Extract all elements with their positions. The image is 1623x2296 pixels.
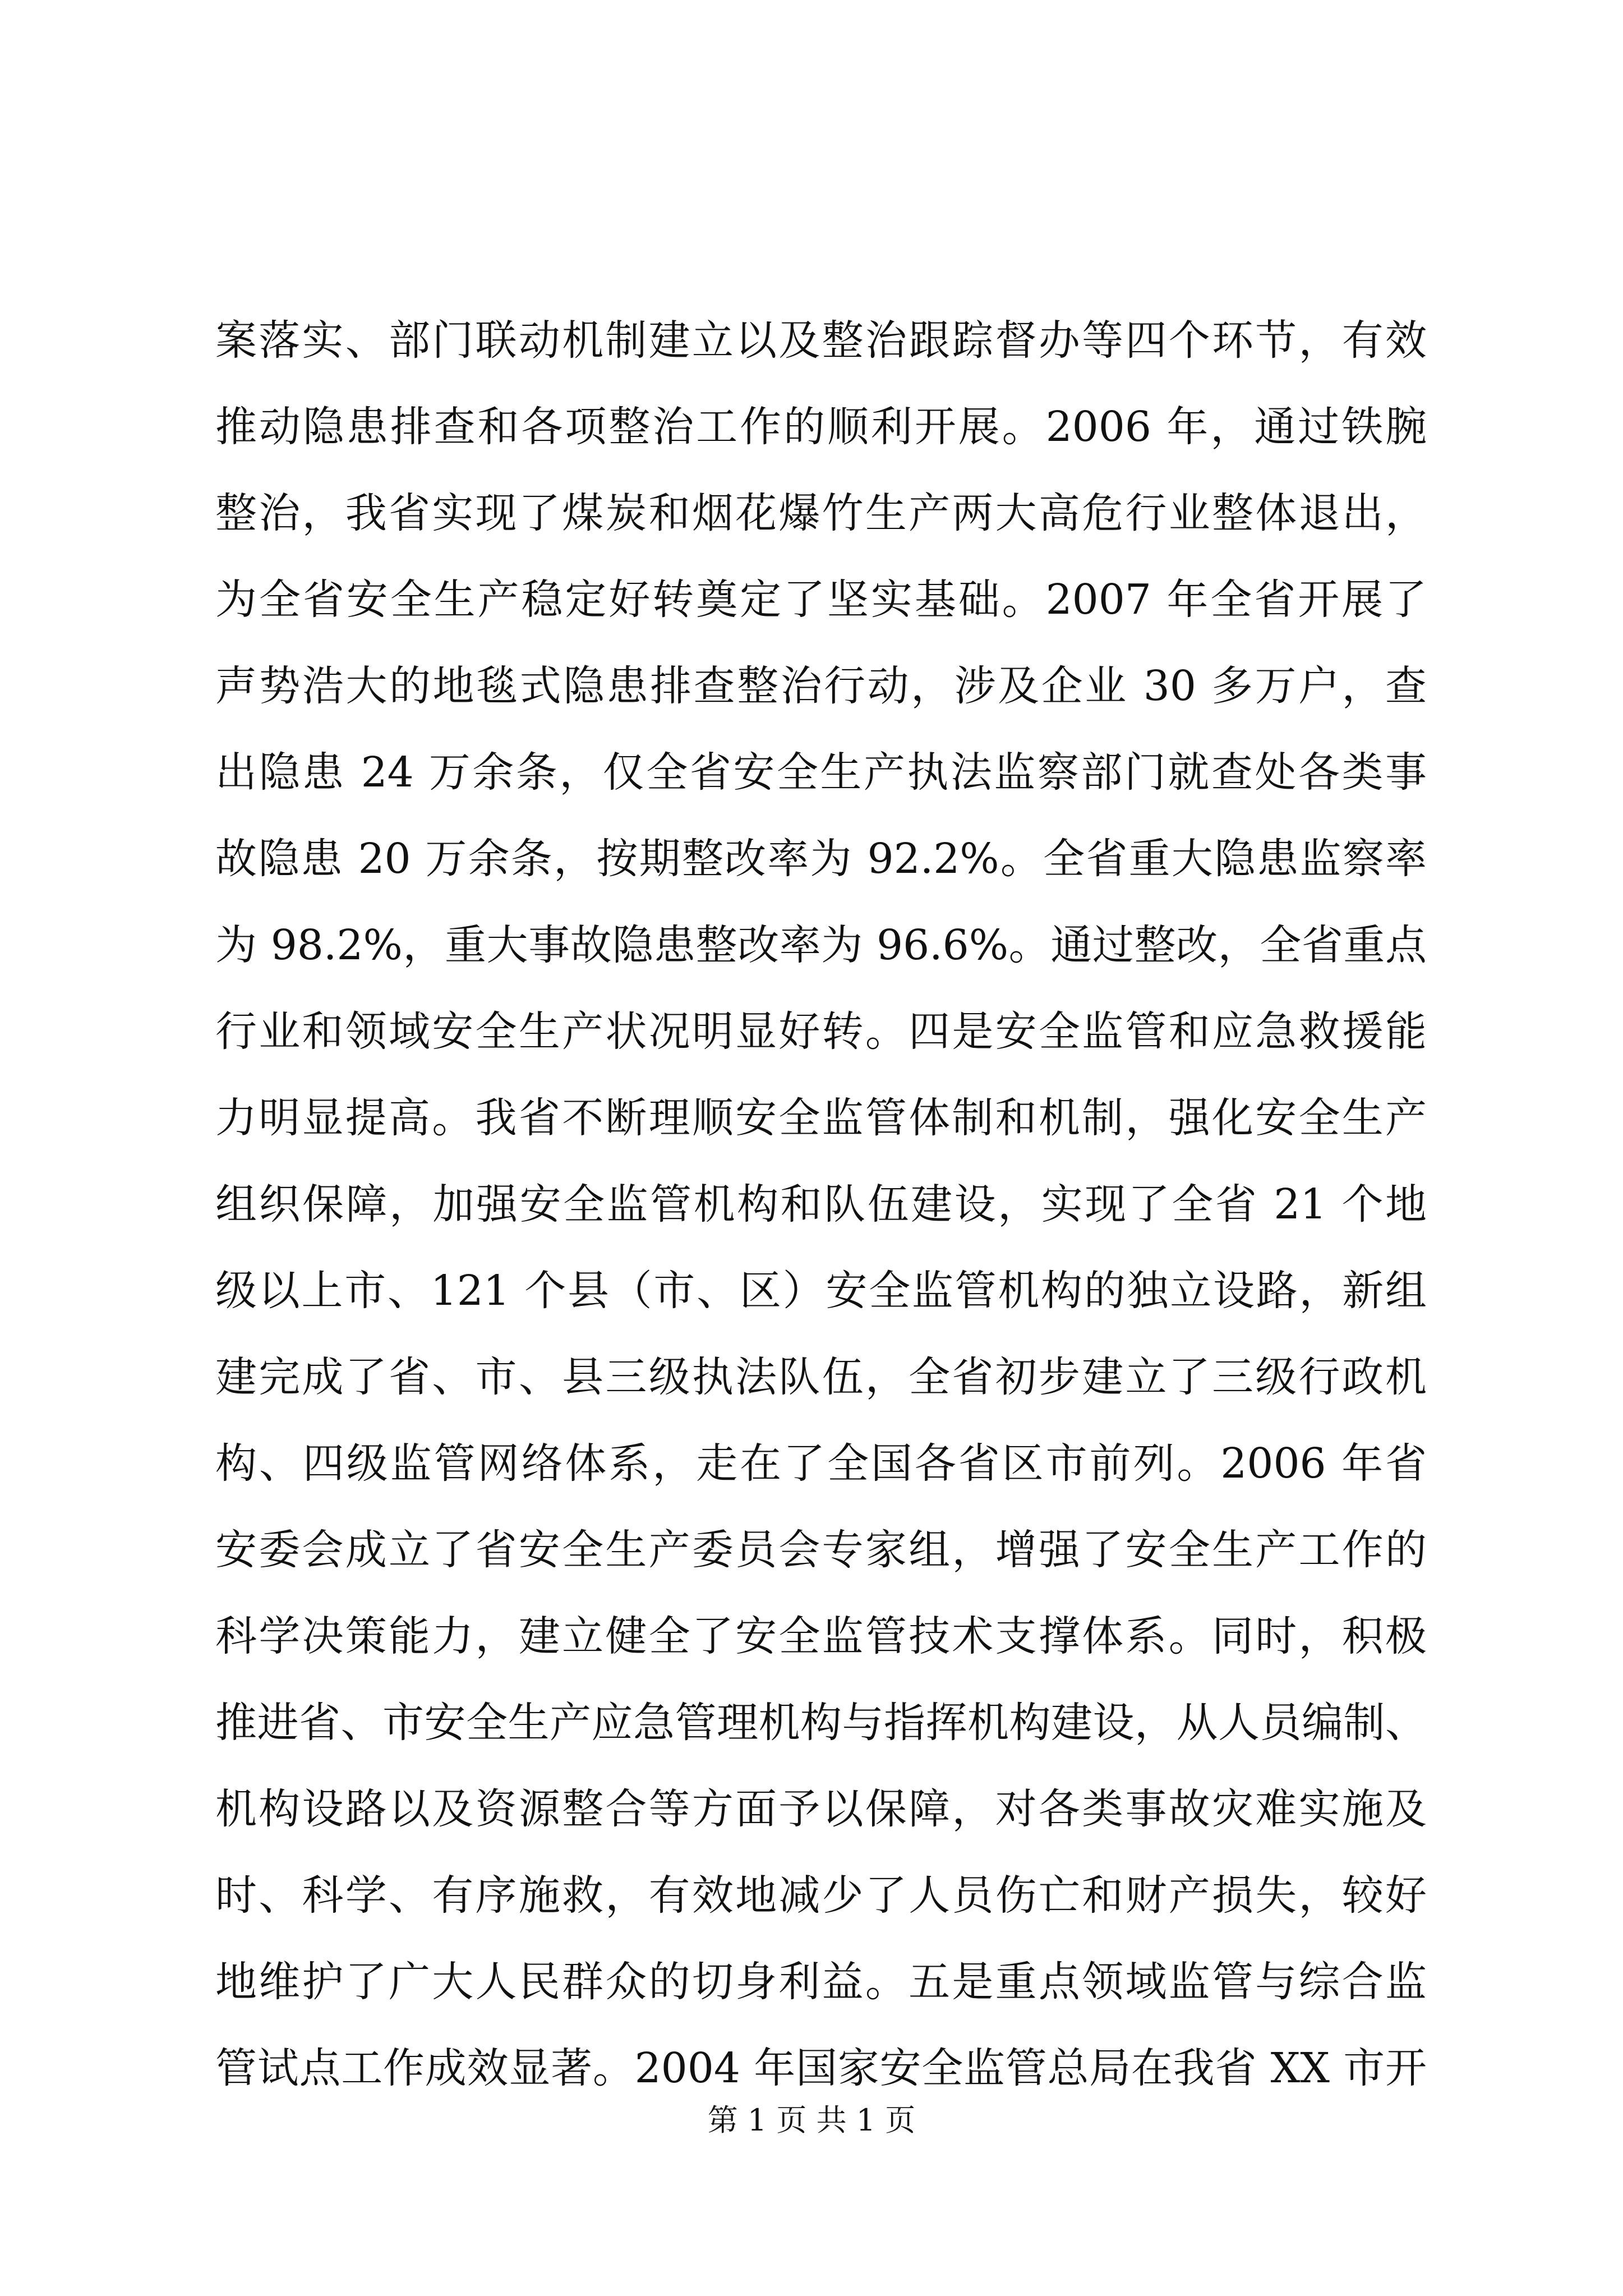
text-line: 故隐患 20 万余条，按期整改率为 92.2%。全省重大隐患监察率 bbox=[215, 835, 1427, 883]
body-paragraph bbox=[215, 297, 1427, 2111]
text-line: 为 98.2%，重大事故隐患整改率为 96.6%。通过整改，全省重点 bbox=[215, 921, 1427, 969]
text-line: 为全省安全生产稳定好转奠定了坚实基础。2007 年全省开展了 bbox=[215, 576, 1427, 624]
text-line: 出隐患 24 万余条，仅全省安全生产执法监察部门就查处各类事 bbox=[215, 748, 1427, 797]
text-line: 构、四级监管网络体系，走在了全国各省区市前列。2006 年省 bbox=[215, 1439, 1427, 1488]
text-line: 机构设路以及资源整合等方面予以保障，对各类事故灾难实施及 bbox=[215, 1785, 1427, 1833]
text-line: 整治，我省实现了煤炭和烟花爆竹生产两大高危行业整体退出， bbox=[215, 489, 1427, 537]
text-line: 声势浩大的地毯式隐患排查整治行动，涉及企业 30 多万户，查 bbox=[215, 662, 1427, 710]
text-line: 案落实、部门联动机制建立以及整治跟踪督办等四个环节，有效 bbox=[215, 316, 1427, 365]
text-line: 管试点工作成效显著。2004 年国家安全监管总局在我省 XX 市开 bbox=[215, 2044, 1427, 2092]
text-line: 级以上市、121 个县（市、区）安全监管机构的独立设路，新组 bbox=[215, 1267, 1427, 1315]
text-line: 推动隐患排查和各项整治工作的顺利开展。2006 年，通过铁腕 bbox=[215, 403, 1427, 451]
page-footer bbox=[0, 2098, 1623, 2143]
text-line: 建完成了省、市、县三级执法队伍，全省初步建立了三级行政机 bbox=[215, 1353, 1427, 1401]
text-line: 力明显提高。我省不断理顺安全监管体制和机制，强化安全生产 bbox=[215, 1094, 1427, 1142]
text-line: 安委会成立了省安全生产委员会专家组，增强了安全生产工作的 bbox=[215, 1526, 1427, 1574]
text-line: 时、科学、有序施救，有效地减少了人员伤亡和财产损失，较好 bbox=[215, 1871, 1427, 1920]
page-number-label: 第 1 页 共 1 页 bbox=[707, 2102, 916, 2138]
text-line: 推进省、市安全生产应急管理机构与指挥机构建设，从人员编制、 bbox=[215, 1699, 1427, 1747]
text-line: 组织保障，加强安全监管机构和队伍建设，实现了全省 21 个地 bbox=[215, 1180, 1427, 1228]
text-line: 行业和领域安全生产状况明显好转。四是安全监管和应急救援能 bbox=[215, 1007, 1427, 1056]
text-line: 科学决策能力，建立健全了安全监管技术支撑体系。同时，积极 bbox=[215, 1612, 1427, 1660]
text-line: 地维护了广大人民群众的切身利益。五是重点领域监管与综合监 bbox=[215, 1958, 1427, 2006]
